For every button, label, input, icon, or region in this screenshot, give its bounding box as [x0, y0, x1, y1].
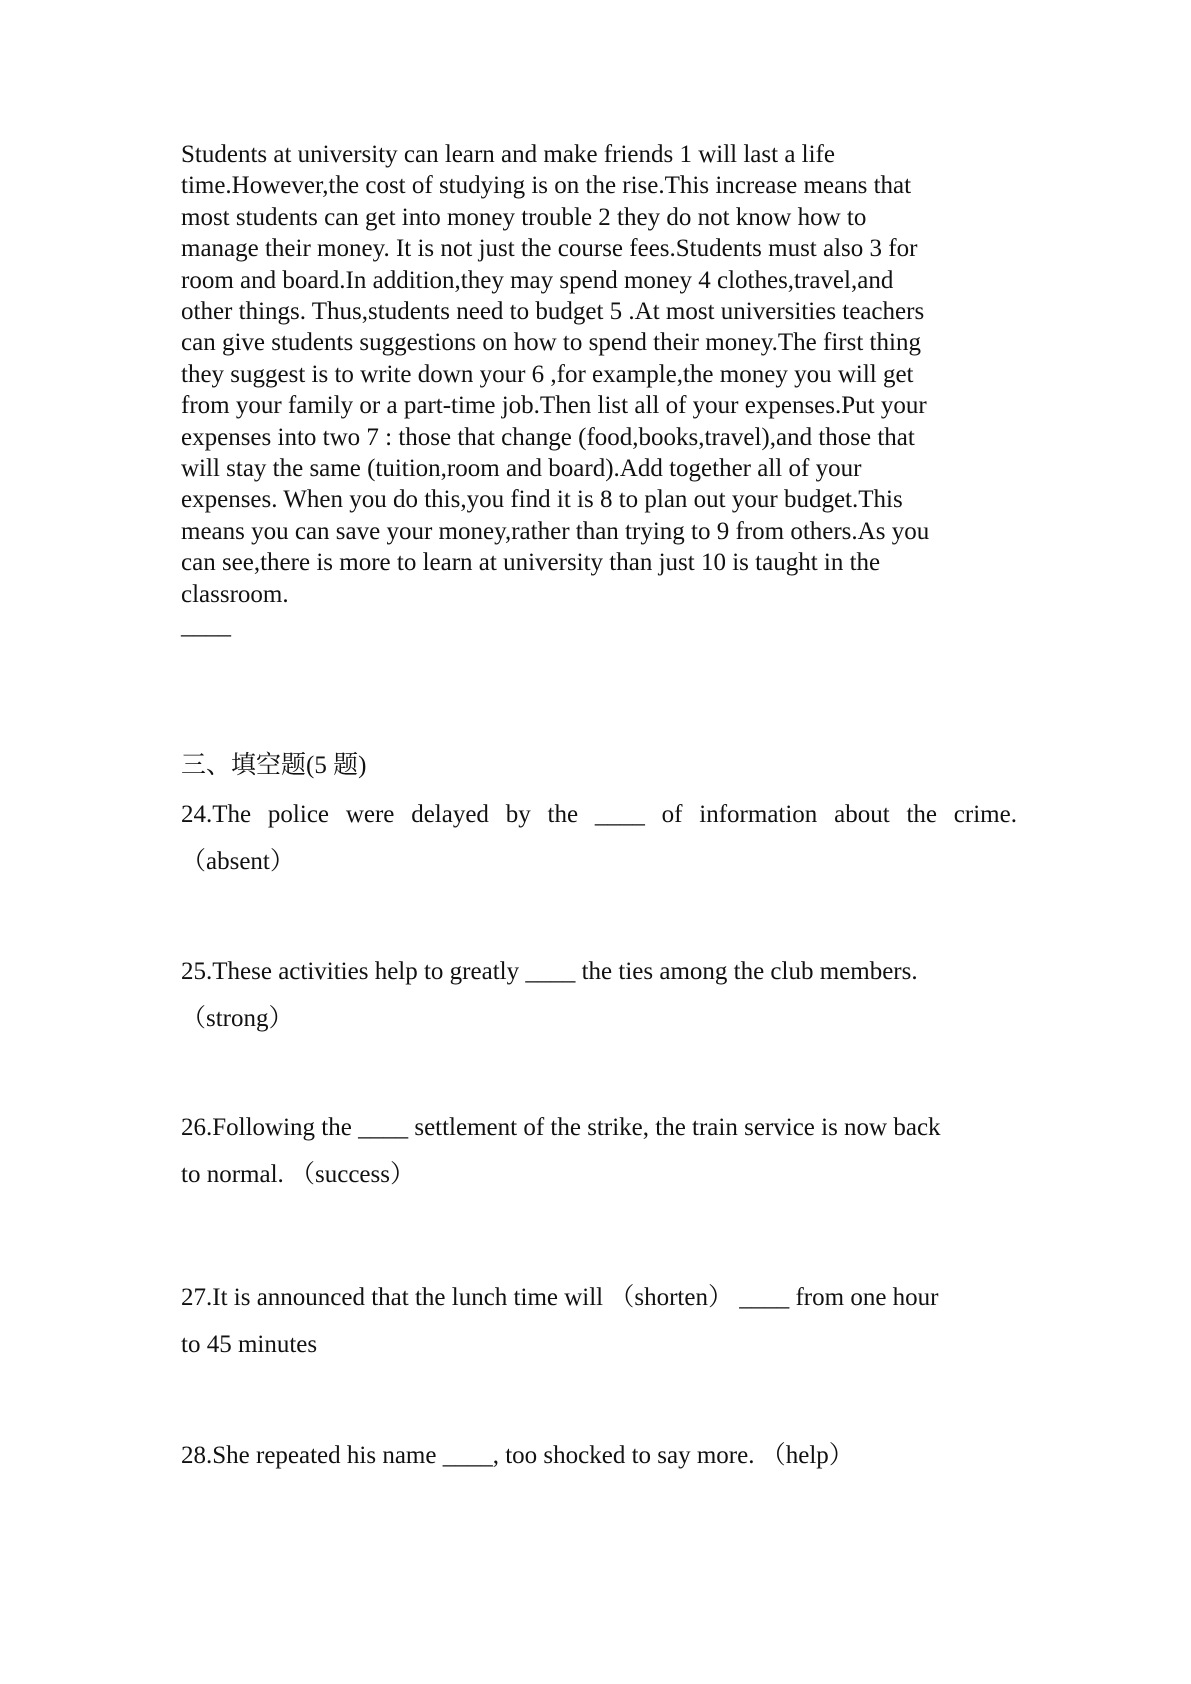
question-28-text: 28.She repeated his name ____, too shocked to say more. （help） [181, 1442, 854, 1469]
passage-line: Students at university can learn and make friends 1 will last a life [181, 141, 835, 168]
passage-line: expenses into two 7 : those that change (food,books,travel),and those that [181, 423, 915, 451]
passage-line: manage their money. It is not just the course fees.Students must also 3 for [181, 235, 918, 263]
passage-line: room and board.In addition,they may spend money 4 clothes,travel,and [181, 266, 894, 294]
section-heading: 三、填空题(5 题) [181, 752, 367, 779]
question-word: were [345, 801, 395, 828]
passage-line: can give students suggestions on how to spend their money.The first thing [181, 329, 921, 357]
cloze-passage [181, 139, 1021, 642]
passage-line: from your family or a part-time job.Then list all of your expenses.Put your [181, 392, 927, 420]
passage-line: means you can save your money,rather than trying to 9 from others.As you [181, 517, 930, 545]
question-24-hint: （absent） [181, 848, 295, 875]
question-word: by [505, 801, 531, 828]
passage-line: time.However,the cost of studying is on the rise.This increase means that [181, 172, 912, 200]
question-word: about [834, 801, 890, 828]
question-24 [181, 798, 1017, 879]
passage-line: other things. Thus,students need to budget 5 .At most universities teachers [181, 298, 925, 326]
question-27-continuation: to 45 minutes [181, 1331, 318, 1358]
question-25-hint: （strong） [181, 1005, 294, 1032]
question-word: the [547, 801, 579, 828]
answer-blank: ____ [594, 801, 645, 828]
question-27 [181, 1281, 1017, 1362]
question-26-continuation: to normal. （success） [181, 1161, 415, 1188]
question-25-text: 25.These activities help to greatly ____ the ties among the club members. [181, 958, 918, 985]
question-word: police [267, 801, 330, 828]
passage-line: they suggest is to write down your 6 ,for example,the money you will get [181, 360, 914, 388]
passage-answer-blank: ____ [181, 612, 231, 640]
question-word: delayed [411, 801, 489, 828]
question-word: crime. [953, 801, 1017, 828]
question-28 [181, 1439, 1017, 1473]
question-24-text [181, 798, 1017, 832]
question-26 [181, 1111, 1017, 1192]
passage-line: will stay the same (tuition,room and board).Add together all of your [181, 455, 862, 483]
passage-line: classroom. [181, 580, 289, 608]
question-26-text: 26.Following the ____ settlement of the strike, the train service is now back [181, 1114, 941, 1141]
passage-line: most students can get into money trouble 2 they do not know how to [181, 203, 867, 231]
question-27-text: 27.It is announced that the lunch time will （shorten） ____ from one hour [181, 1284, 939, 1311]
question-25 [181, 955, 1017, 1036]
passage-line: expenses. When you do this,you find it is 8 to plan out your budget.This [181, 486, 903, 514]
question-word: the [906, 801, 937, 828]
passage-line: can see,there is more to learn at university than just 10 is taught in the [181, 549, 881, 577]
question-word: information [699, 801, 818, 828]
question-word: of [661, 801, 683, 828]
question-word: 24.The [181, 801, 252, 828]
